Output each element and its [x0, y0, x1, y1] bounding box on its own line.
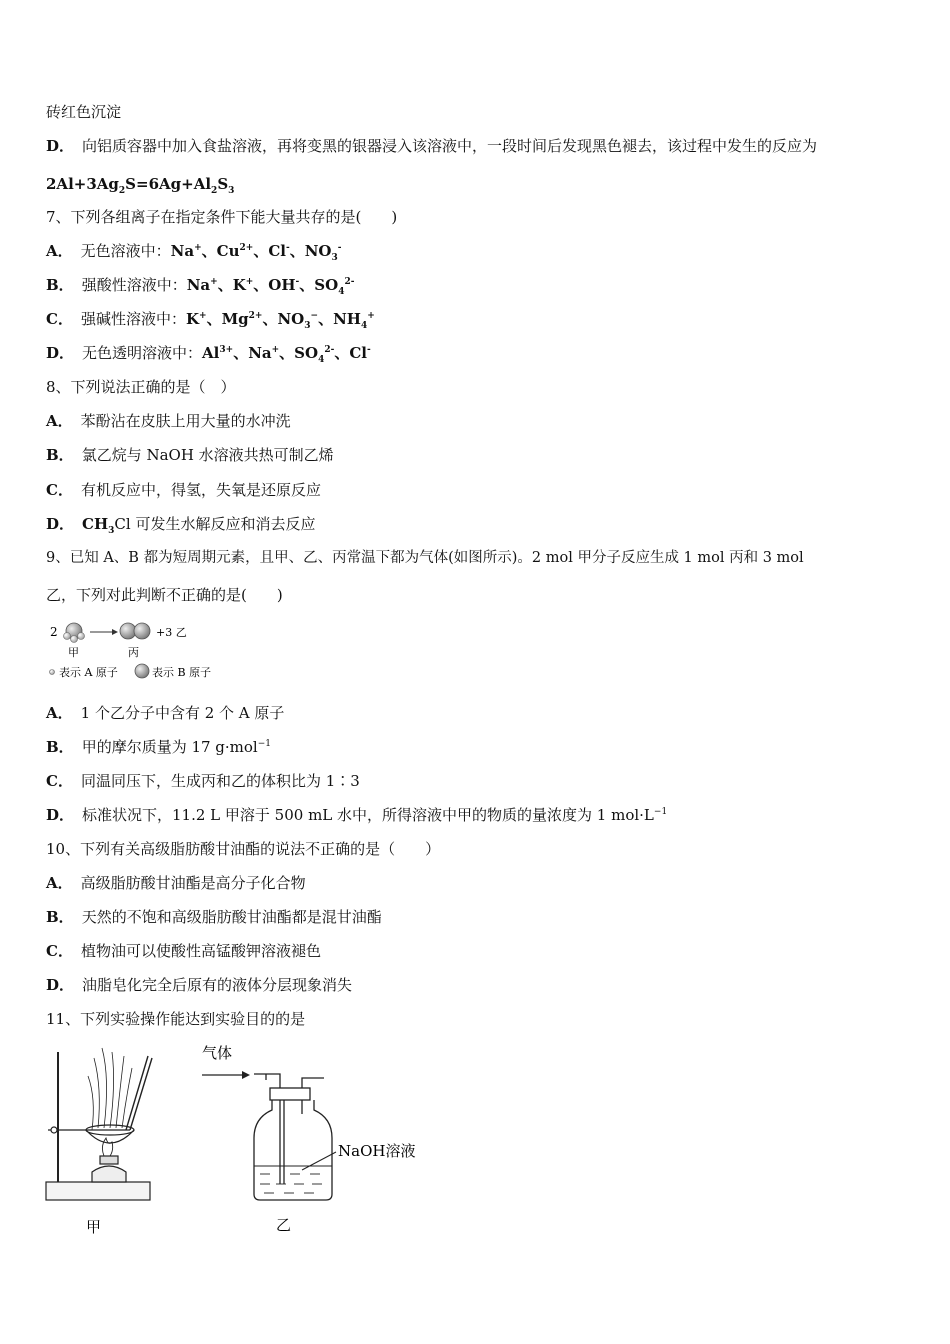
label-jia-11: 甲 — [86, 1218, 102, 1236]
q10-option-b: B． 天然的不饱和高级脂肪酸甘油酯都是混甘油酯 — [46, 908, 382, 926]
apparatus-yi — [254, 1074, 336, 1200]
label-bing: 丙 — [128, 646, 139, 659]
q10-option-c: C． 植物油可以使酸性高锰酸钾溶液褪色 — [46, 942, 321, 960]
legend-a-atom — [50, 670, 55, 675]
q8-option-b: B． 氯乙烷与 NaOH 水溶液共热可制乙烯 — [46, 446, 334, 464]
q11-stem: 11、下列实验操作能达到实验目的的是 — [46, 1010, 306, 1028]
q9-option-c: C． 同温同压下，生成丙和乙的体积比为 1∶3 — [46, 772, 360, 790]
q6-option-d: D． 向铝质容器中加入食盐溶液，再将变黑的银器浸入该溶液中，一段时间后发现黑色褪去，该过程中发生的反应为 — [46, 137, 818, 155]
label-gas: 气体 — [202, 1044, 233, 1062]
apparatus-jia — [46, 1048, 152, 1200]
label-yi: 乙 — [276, 1216, 292, 1234]
q7-option-a: A． 无色溶液中：Na+、$Cu^{2+}$、Cl-、$NO_3^-$ — [46, 242, 342, 263]
q10-option-d: D． 油脂皂化完全后原有的液体分层现象消失 — [46, 976, 353, 994]
q9-option-b: B． 甲的摩尔质量为 17 g·mol$^{-1}$ — [46, 738, 272, 756]
q7-option-b: B． 强酸性溶液中：Na+、K+、OH-、$SO_4^{2-}$ — [46, 276, 355, 297]
q8-option-a: A． 苯酚沾在皮肤上用大量的水冲洗 — [46, 412, 291, 430]
gas-arrow-head — [242, 1071, 250, 1079]
q6-tail-line: 砖红色沉淀 — [46, 103, 122, 121]
legend-b-atom — [135, 664, 149, 678]
arrow-head — [112, 629, 118, 635]
q8-option-c: C． 有机反应中，得氢，失氧是还原反应 — [46, 481, 321, 499]
q10-stem: 10、下列有关高级脂肪酸甘油酯的说法不正确的是（ ） — [46, 840, 441, 858]
q8-stem: 8、下列说法正确的是（ ） — [46, 378, 236, 396]
q7-option-c: C． 强碱性溶液中：K+、$Mg^{2+}$、$NO_3^-$、$NH_4^+$ — [46, 310, 375, 331]
q9-stem-line2: 乙，下列对此判断不正确的是( ) — [46, 586, 283, 604]
q11-apparatus-figure — [40, 1038, 440, 1238]
q9-fig-coef: 2 — [50, 625, 58, 639]
q9-fig-plus: +3 乙 — [156, 626, 187, 639]
q9-option-d: D． 标准状况下，11.2 L 甲溶于 500 mL 水中，所得溶液中甲的物质的量浓度为 1 $mol\cdot L^{-1}$ — [46, 806, 668, 824]
q8-option-d: D． $CH_3Cl$ 可发生水解反应和消去反应 — [46, 515, 316, 536]
molecule-bing — [120, 623, 150, 639]
q9-molecule-figure — [46, 617, 236, 683]
legend-a-text: 表示 A 原子 — [59, 666, 118, 679]
molecule-jia — [64, 623, 85, 643]
q7-option-d: D． 无色透明溶液中：$Al^{3+}$、Na+、$SO_4^{2-}$、Cl- — [46, 344, 371, 365]
q6-equation: $2Al+3Ag_2S=6Ag+Al_2S_3$ — [46, 175, 235, 196]
q9-option-a: A． 1 个乙分子中含有 2 个 A 原子 — [46, 704, 285, 722]
label-naoh: NaOH溶液 — [338, 1142, 416, 1160]
label-jia: 甲 — [68, 646, 79, 659]
legend-b-text: 表示 B 原子 — [152, 666, 212, 679]
q7-stem: 7、下列各组离子在指定条件下能大量共存的是( ) — [46, 208, 398, 226]
q10-option-a: A． 高级脂肪酸甘油酯是高分子化合物 — [46, 874, 306, 892]
q9-stem-line1: 9、已知 A、B 都为短周期元素，且甲、乙、丙常温下都为气体(如图所示)。2 mol 甲分子反应生成 1 mol 丙和 3 mol — [46, 550, 804, 566]
